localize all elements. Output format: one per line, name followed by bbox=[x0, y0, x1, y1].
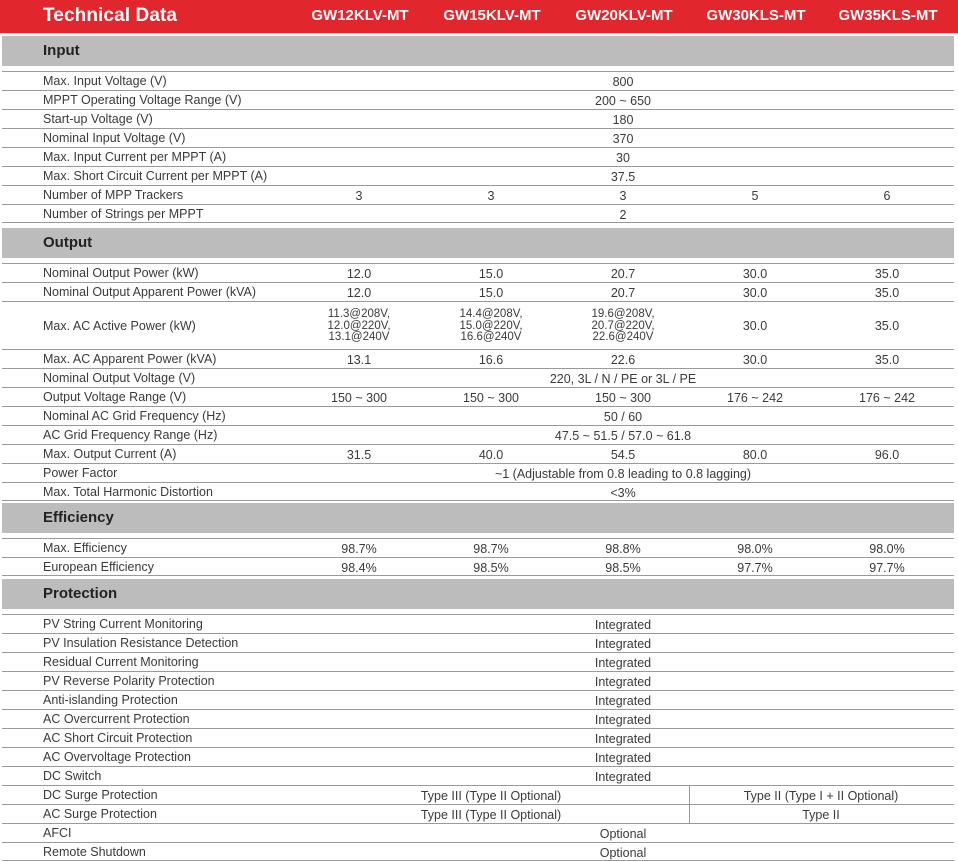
row-value: Optional bbox=[599, 827, 647, 841]
row-value: Integrated bbox=[594, 637, 652, 651]
row-value: 176 ~ 242 bbox=[859, 391, 915, 405]
row-value: 30.0 bbox=[742, 319, 768, 333]
row-label: Anti-islanding Protection bbox=[43, 693, 178, 707]
table-row bbox=[2, 747, 954, 766]
table-row bbox=[2, 185, 954, 204]
table-row bbox=[2, 557, 954, 576]
table-row bbox=[2, 301, 954, 349]
table-row bbox=[2, 444, 954, 463]
row-value: 97.7% bbox=[737, 561, 773, 575]
table-row bbox=[2, 728, 954, 747]
table-row bbox=[2, 652, 954, 671]
row-value: 150 ~ 300 bbox=[463, 391, 519, 405]
table-row bbox=[2, 109, 954, 128]
row-label: Number of MPP Trackers bbox=[43, 188, 184, 202]
row-value: 15.0 bbox=[478, 267, 504, 281]
table-row bbox=[2, 804, 954, 823]
row-value: 3 bbox=[619, 189, 627, 203]
row-value: Integrated bbox=[594, 770, 652, 784]
section-title: Output bbox=[43, 234, 93, 251]
row-label: Nominal AC Grid Frequency (Hz) bbox=[43, 409, 226, 423]
row-value: Type III (Type II Optional) bbox=[420, 789, 562, 803]
row-value: 98.5% bbox=[473, 561, 509, 575]
row-value: 220, 3L / N / PE or 3L / PE bbox=[549, 372, 697, 386]
section-output bbox=[2, 228, 954, 258]
row-value: Integrated bbox=[594, 751, 652, 765]
table-row bbox=[2, 166, 954, 185]
row-label: PV Reverse Polarity Protection bbox=[43, 674, 215, 688]
row-value: 22.6 bbox=[610, 353, 636, 367]
row-value: 12.0 bbox=[346, 286, 372, 300]
row-value: Integrated bbox=[594, 656, 652, 670]
row-label: European Efficiency bbox=[43, 560, 154, 574]
table-row bbox=[2, 709, 954, 728]
table-row bbox=[2, 633, 954, 652]
row-value: 31.5 bbox=[346, 448, 372, 462]
row-label: Output Voltage Range (V) bbox=[43, 390, 187, 404]
page-title: Technical Data bbox=[43, 5, 178, 26]
row-value: 96.0 bbox=[874, 448, 900, 462]
row-value: Integrated bbox=[594, 618, 652, 632]
row-label: Start-up Voltage (V) bbox=[43, 112, 153, 126]
row-value: 3 bbox=[355, 189, 363, 203]
row-label: Max. Input Voltage (V) bbox=[43, 74, 167, 88]
row-value: 35.0 bbox=[874, 353, 900, 367]
row-value: 12.0 bbox=[346, 267, 372, 281]
row-label: PV Insulation Resistance Detection bbox=[43, 636, 239, 650]
row-value: 200 ~ 650 bbox=[595, 94, 651, 108]
row-label: Remote Shutdown bbox=[43, 845, 146, 859]
row-label: MPPT Operating Voltage Range (V) bbox=[43, 93, 242, 107]
table-row bbox=[2, 671, 954, 690]
row-label: AC Overcurrent Protection bbox=[43, 712, 190, 726]
row-value: 80.0 bbox=[742, 448, 768, 462]
row-value: 20.7 bbox=[610, 267, 636, 281]
table-row bbox=[2, 842, 954, 861]
row-label: Residual Current Monitoring bbox=[43, 655, 199, 669]
table-row bbox=[2, 204, 954, 223]
row-label: Max. Short Circuit Current per MPPT (A) bbox=[43, 169, 268, 183]
table-row bbox=[2, 147, 954, 166]
row-label: Max. Total Harmonic Distortion bbox=[43, 485, 213, 499]
row-value: 35.0 bbox=[874, 319, 900, 333]
row-label: Max. Efficiency bbox=[43, 541, 127, 555]
table-row bbox=[2, 128, 954, 147]
model-header-5: GW35KLS-MT bbox=[838, 7, 938, 24]
row-value: 35.0 bbox=[874, 286, 900, 300]
row-label: Nominal Input Voltage (V) bbox=[43, 131, 186, 145]
row-value: 176 ~ 242 bbox=[727, 391, 783, 405]
row-value: 54.5 bbox=[610, 448, 636, 462]
column-divider bbox=[689, 805, 690, 824]
row-label: PV String Current Monitoring bbox=[43, 617, 203, 631]
table-row bbox=[2, 614, 954, 633]
table-row bbox=[2, 71, 954, 90]
row-label: Max. Input Current per MPPT (A) bbox=[43, 150, 227, 164]
row-label: Max. AC Apparent Power (kVA) bbox=[43, 352, 217, 366]
row-value: 40.0 bbox=[478, 448, 504, 462]
row-value: 98.5% bbox=[605, 561, 641, 575]
section-input bbox=[2, 36, 954, 66]
row-label: AC Overvoltage Protection bbox=[43, 750, 191, 764]
row-value: Integrated bbox=[594, 675, 652, 689]
row-label: DC Switch bbox=[43, 769, 102, 783]
row-value: ~1 (Adjustable from 0.8 leading to 0.8 lagging) bbox=[494, 467, 752, 481]
table-row bbox=[2, 387, 954, 406]
row-value: 800 bbox=[612, 75, 634, 89]
row-label: Power Factor bbox=[43, 466, 118, 480]
model-header-2: GW15KLV-MT bbox=[443, 7, 541, 24]
table-row bbox=[2, 368, 954, 387]
row-value: Integrated bbox=[594, 713, 652, 727]
row-value: 98.0% bbox=[869, 542, 905, 556]
section-title: Input bbox=[43, 42, 80, 59]
row-value: 14.4@208V, 15.0@220V, 16.6@240V bbox=[459, 308, 523, 343]
row-value: 16.6 bbox=[478, 353, 504, 367]
row-value: 30.0 bbox=[742, 267, 768, 281]
row-label: Nominal Output Power (kW) bbox=[43, 266, 199, 280]
row-value: 180 bbox=[612, 113, 634, 127]
model-header-4: GW30KLS-MT bbox=[706, 7, 806, 24]
row-label: DC Surge Protection bbox=[43, 788, 158, 802]
row-value: 2 bbox=[619, 208, 627, 222]
row-value: 13.1 bbox=[346, 353, 372, 367]
row-value: 35.0 bbox=[874, 267, 900, 281]
row-value: 37.5 bbox=[610, 170, 636, 184]
row-value: Type II (Type I + II Optional) bbox=[743, 789, 899, 803]
row-value: 30.0 bbox=[742, 286, 768, 300]
row-value: 11.3@208V, 12.0@220V, 13.1@240V bbox=[327, 308, 391, 343]
row-value: 98.7% bbox=[341, 542, 377, 556]
model-header-3: GW20KLV-MT bbox=[575, 7, 673, 24]
row-value: 3 bbox=[487, 189, 495, 203]
row-value: 47.5 ~ 51.5 / 57.0 ~ 61.8 bbox=[554, 429, 692, 443]
table-row bbox=[2, 282, 954, 301]
table-header bbox=[0, 0, 958, 33]
row-value: Type III (Type II Optional) bbox=[420, 808, 562, 822]
row-value: 6 bbox=[883, 189, 891, 203]
table-row bbox=[2, 463, 954, 482]
section-efficiency bbox=[2, 503, 954, 533]
row-label: AC Short Circuit Protection bbox=[43, 731, 193, 745]
row-value: 20.7 bbox=[610, 286, 636, 300]
row-value: <3% bbox=[610, 486, 636, 500]
row-label: Nominal Output Apparent Power (kVA) bbox=[43, 285, 257, 299]
section-title: Efficiency bbox=[43, 509, 114, 526]
row-value: Optional bbox=[599, 846, 647, 860]
table-row bbox=[2, 482, 954, 501]
row-value: 98.4% bbox=[341, 561, 377, 575]
table-row bbox=[2, 90, 954, 109]
row-value: Integrated bbox=[594, 732, 652, 746]
section-title: Protection bbox=[43, 585, 118, 602]
row-label: Nominal Output Voltage (V) bbox=[43, 371, 196, 385]
table-row bbox=[2, 785, 954, 804]
row-value: 15.0 bbox=[478, 286, 504, 300]
table-row bbox=[2, 538, 954, 557]
row-value: 150 ~ 300 bbox=[331, 391, 387, 405]
row-label: Max. AC Active Power (kW) bbox=[43, 319, 196, 333]
row-label: Number of Strings per MPPT bbox=[43, 207, 204, 221]
table-row bbox=[2, 263, 954, 282]
row-value: 30 bbox=[616, 151, 630, 165]
row-value: 98.0% bbox=[737, 542, 773, 556]
section-protection bbox=[2, 579, 954, 609]
row-value: 370 bbox=[612, 132, 634, 146]
row-label: AC Surge Protection bbox=[43, 807, 157, 821]
table-row bbox=[2, 823, 954, 842]
table-row bbox=[2, 690, 954, 709]
row-label: AFCI bbox=[43, 826, 72, 840]
row-value: 30.0 bbox=[742, 353, 768, 367]
table-row bbox=[2, 406, 954, 425]
row-label: AC Grid Frequency Range (Hz) bbox=[43, 428, 218, 442]
row-value: 97.7% bbox=[869, 561, 905, 575]
row-value: 98.8% bbox=[605, 542, 641, 556]
row-label: Max. Output Current (A) bbox=[43, 447, 177, 461]
row-value: 50 / 60 bbox=[603, 410, 643, 424]
row-value: Integrated bbox=[594, 694, 652, 708]
table-row bbox=[2, 349, 954, 368]
row-value: 5 bbox=[751, 189, 759, 203]
row-value: 19.6@208V, 20.7@220V, 22.6@240V bbox=[591, 308, 655, 343]
row-value: Type II bbox=[802, 808, 840, 822]
column-divider bbox=[689, 786, 690, 805]
table-row bbox=[2, 766, 954, 785]
row-value: 150 ~ 300 bbox=[595, 391, 651, 405]
table-row bbox=[2, 425, 954, 444]
row-value: 98.7% bbox=[473, 542, 509, 556]
model-header-1: GW12KLV-MT bbox=[311, 7, 409, 24]
